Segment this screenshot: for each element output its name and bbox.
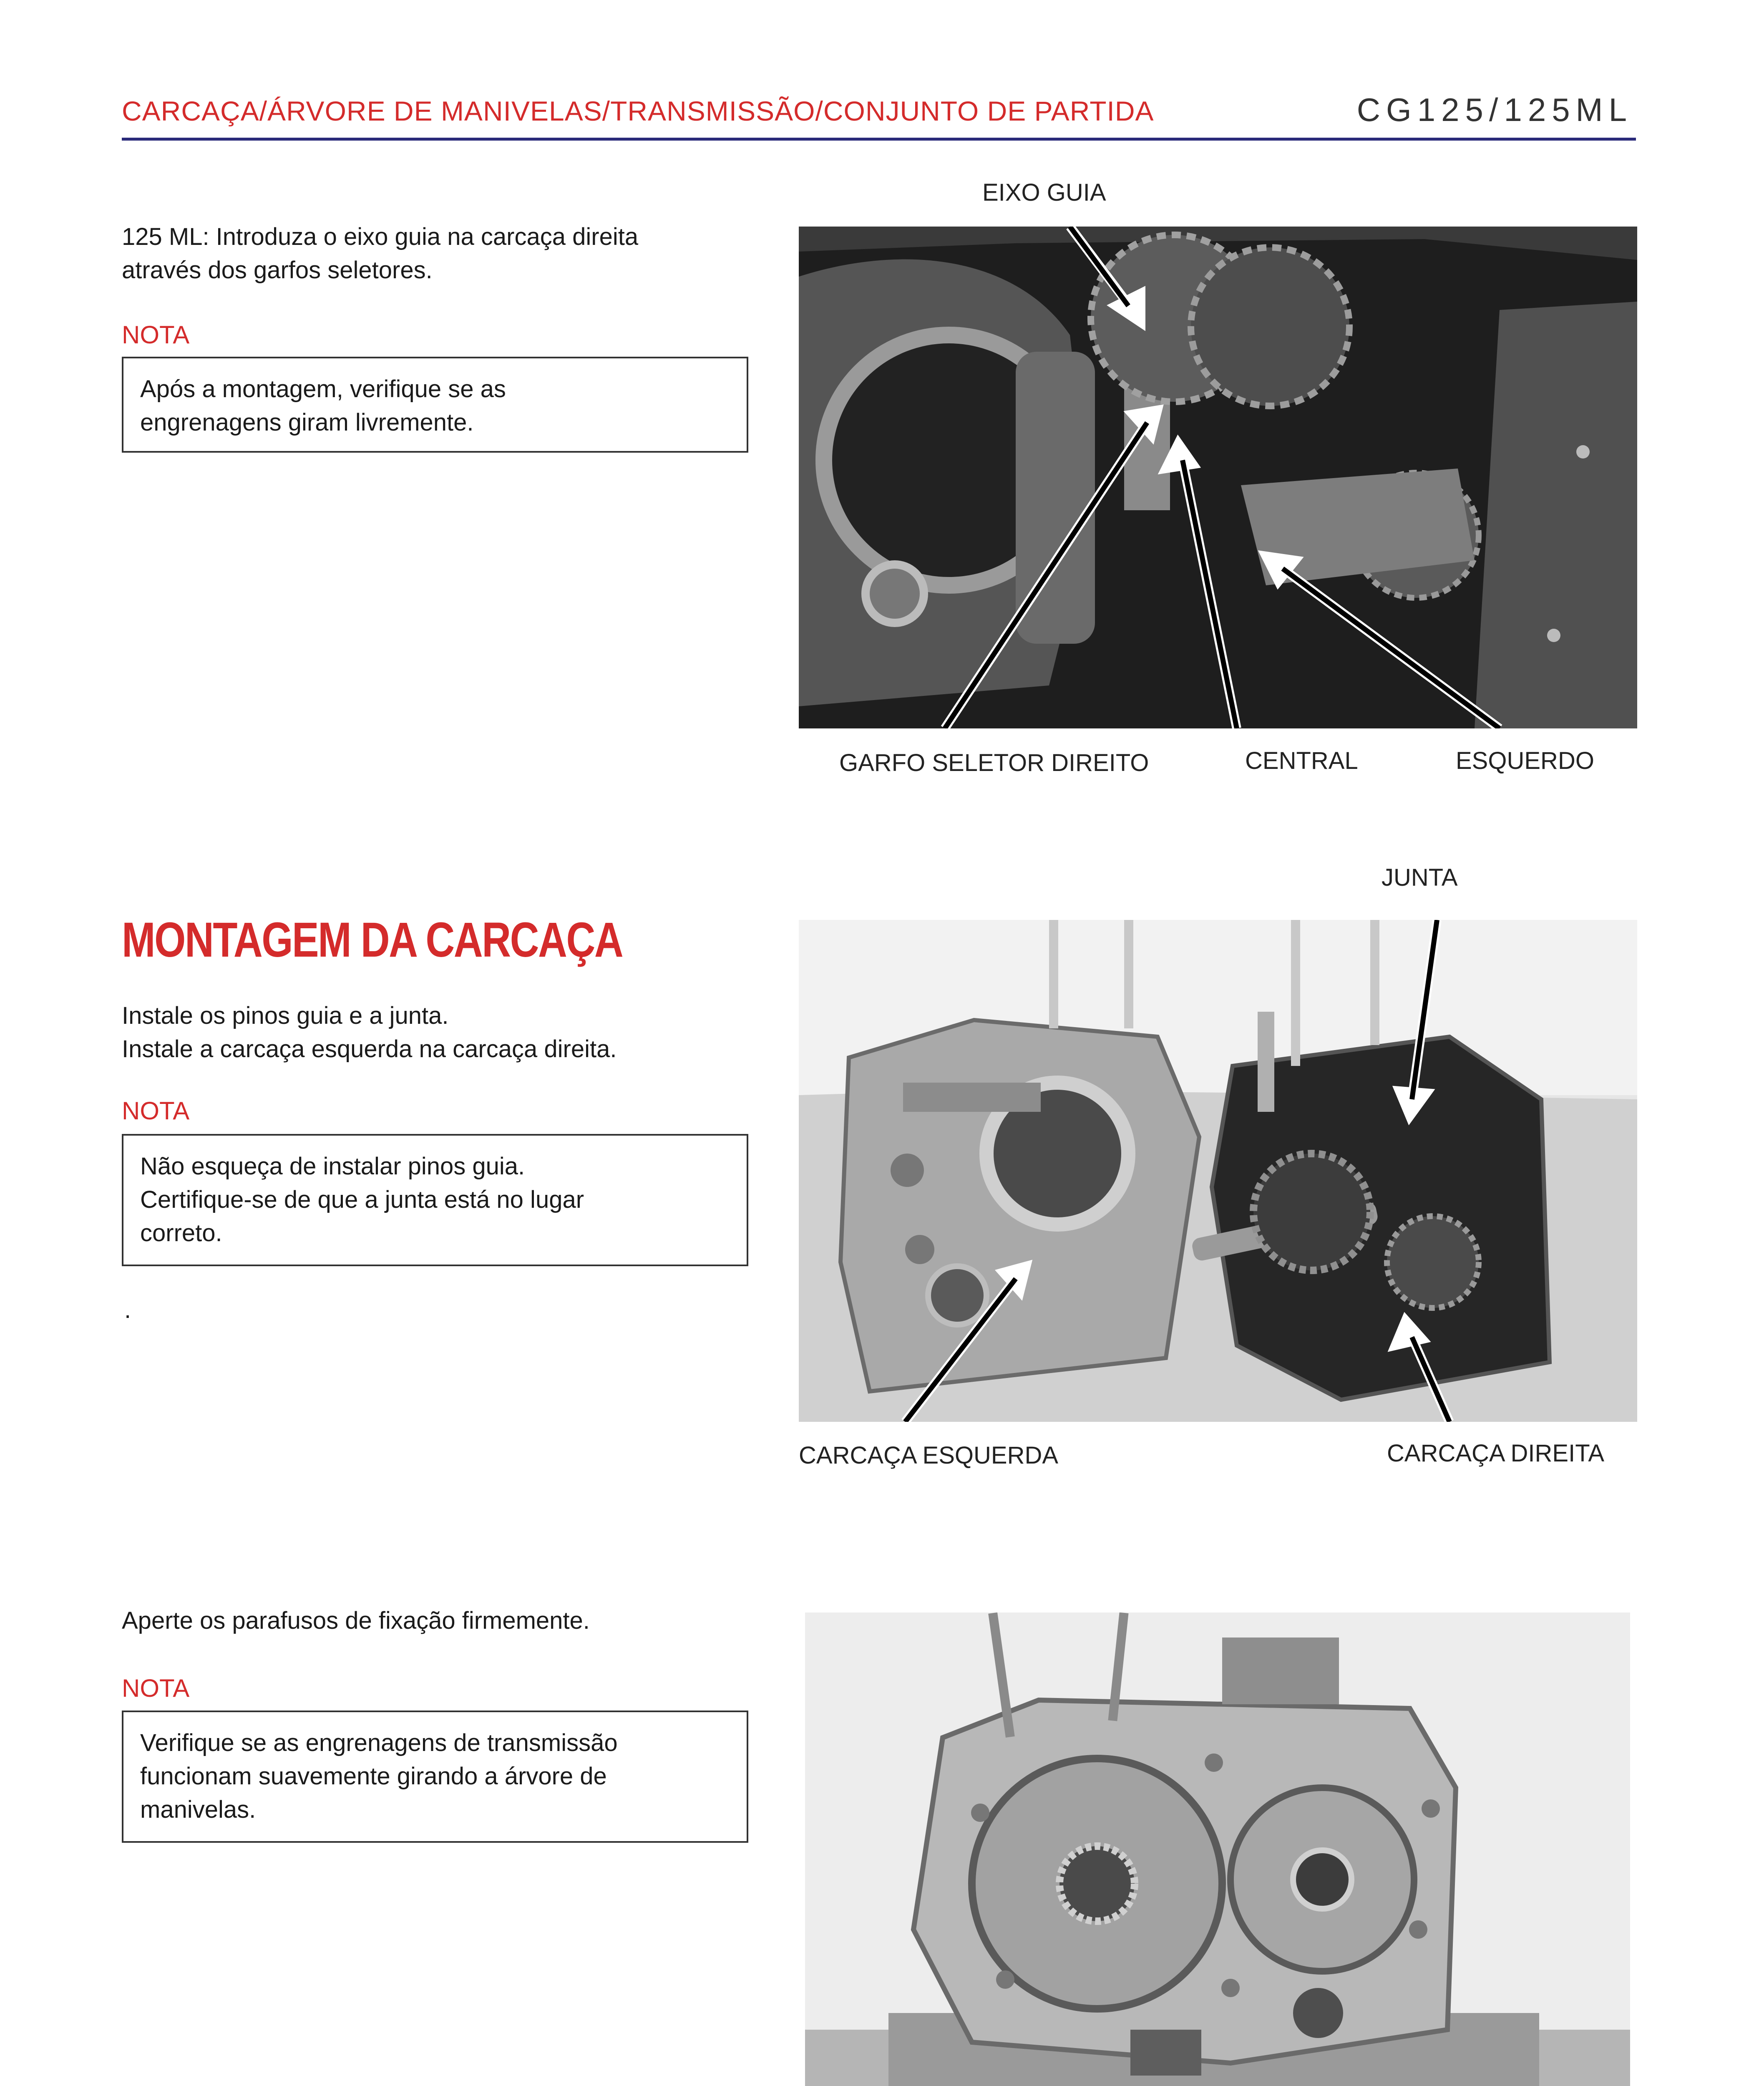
transmission-photo-illustration [799, 227, 1637, 728]
nota-label: NOTA [122, 1097, 190, 1125]
section1-line: através dos garfos seletores. [122, 257, 433, 284]
section2-line: Instale os pinos guia e a junta. [122, 1002, 449, 1029]
section1-text [122, 220, 638, 287]
section2-text [122, 999, 617, 1066]
fig2-label-left-case: CARCAÇA ESQUERDA [799, 1442, 1059, 1469]
fig1-label-guide-shaft: EIXO GUIA [982, 179, 1106, 206]
fig1-label-center: CENTRAL [1245, 747, 1358, 774]
fig2-label-gasket: JUNTA [1382, 864, 1458, 891]
nota-line: Certifique-se de que a junta está no lugar [140, 1186, 584, 1213]
section2-line: Instale a carcaça esquerda na carcaça direita. [122, 1035, 617, 1063]
header-title: CARCAÇA/ÁRVORE DE MANIVELAS/TRANSMISSÃO/CONJUNTO DE PARTIDA [122, 96, 1154, 126]
nota-box [122, 357, 748, 453]
crankcase-halves-photo [799, 920, 1637, 1422]
section1-line: 125 ML: Introduza o eixo guia na carcaça direita [122, 223, 639, 250]
nota-line: manivelas. [140, 1796, 256, 1823]
fig1-label-left: ESQUERDO [1456, 747, 1594, 774]
header-model: CG125/125ML [1356, 91, 1633, 128]
section3-line: Aperte os parafusos de fixação firmemente. [122, 1607, 590, 1634]
assembled-crankcase-illustration [805, 1612, 1630, 2086]
stray-dot: . [124, 1296, 131, 1323]
fig2-label-right-case: CARCAÇA DIREITA [1387, 1440, 1605, 1467]
nota-box [122, 1134, 748, 1266]
nota-line: funcionam suavemente girando a árvore de [140, 1763, 607, 1790]
header-rule [122, 138, 1636, 141]
nota-line: Verifique se as engrenagens de transmissão [140, 1729, 618, 1756]
section-title: MONTAGEM DA CARCAÇA [122, 912, 623, 967]
nota-label: NOTA [122, 1674, 190, 1702]
crankcase-halves-illustration [799, 920, 1637, 1422]
nota-line: Após a montagem, verifique se as [140, 375, 506, 403]
nota-box [122, 1711, 748, 1843]
nota-line: Não esqueça de instalar pinos guia. [140, 1153, 525, 1180]
nota-line: engrenagens giram livremente. [140, 409, 474, 436]
section3-text [122, 1604, 590, 1638]
fig1-label-fork-right: GARFO SELETOR DIREITO [839, 749, 1149, 776]
nota-line: correto. [140, 1219, 222, 1247]
transmission-photo [799, 227, 1637, 728]
assembled-crankcase-photo [805, 1612, 1630, 2086]
nota-label: NOTA [122, 321, 190, 349]
